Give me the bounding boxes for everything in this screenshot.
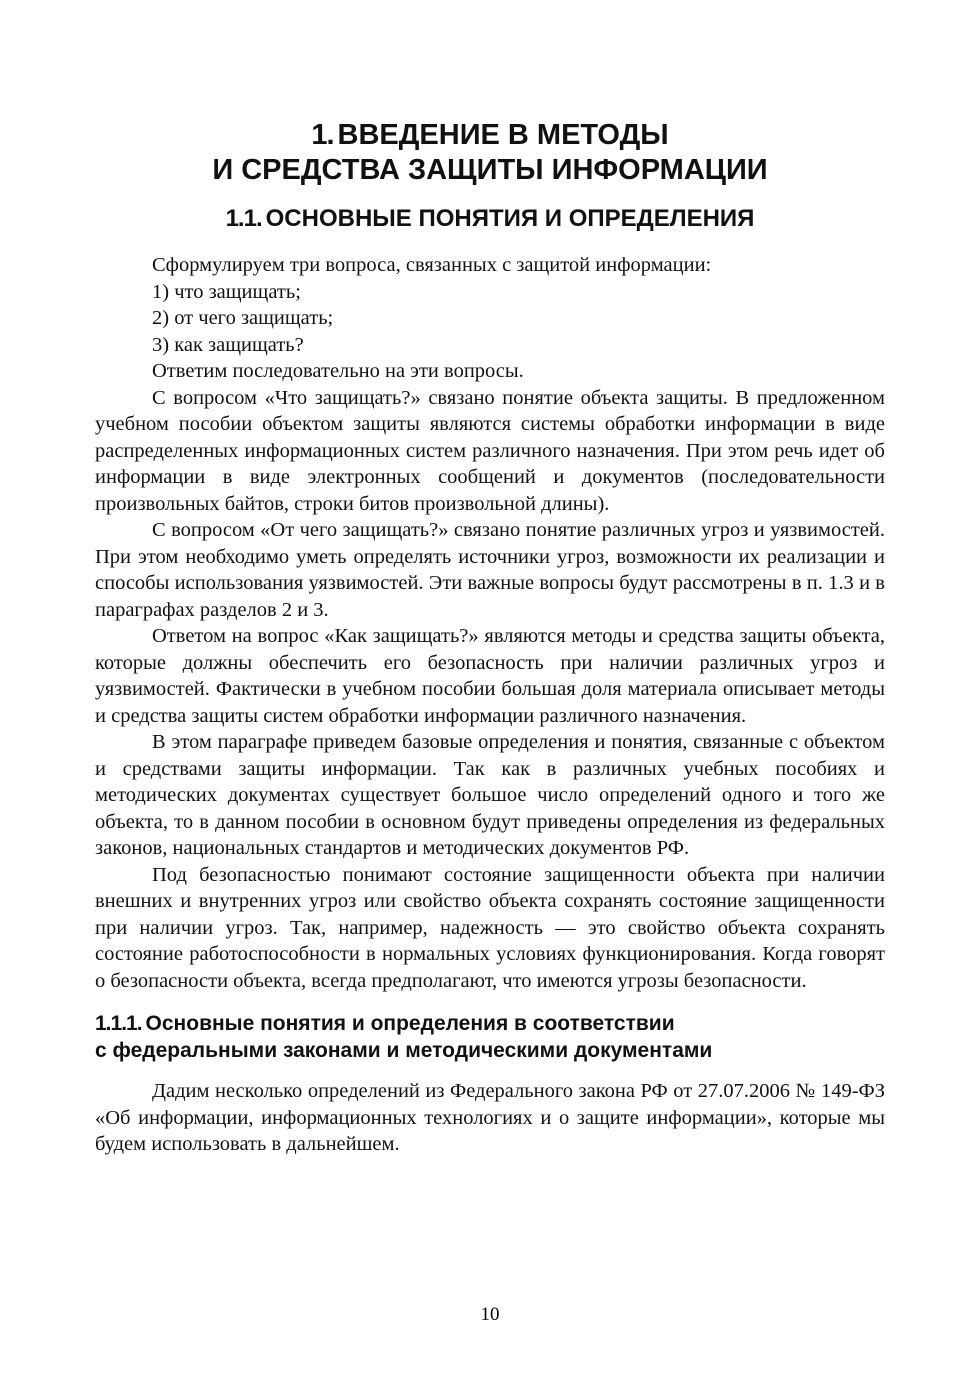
intro-paragraph: Сформулируем три вопроса, связанных с защитой информации: — [152, 254, 712, 276]
section-heading — [95, 204, 885, 234]
page-number: 10 — [480, 1304, 500, 1325]
subsection-title-line1: Основные понятия и определения в соответствии — [145, 1012, 675, 1035]
question-1: 1) что защищать; — [152, 280, 301, 303]
section-number: 1.1. — [225, 205, 262, 232]
chapter-title-line2: И СРЕДСТВА ЗАЩИТЫ ИНФОРМАЦИИ — [212, 154, 768, 186]
paragraph-how-to-protect: Ответом на вопрос «Как защищать?» являются методы и средства защиты объекта, которые должны обеспечить его безопасность при наличии различных угроз и уязвимостей. Фактически в учебном пособии большая доля материала описывает методы и средства защиты систем обработки информации различного назначения. — [95, 625, 885, 727]
question-2: 2) от чего защищать; — [152, 307, 334, 329]
paragraph-answer-intro: Ответим последовательно на эти вопросы. — [152, 360, 524, 382]
subsection-title-line2: с федеральными законами и методическими документами — [95, 1039, 713, 1062]
chapter-title-line1: ВВЕДЕНИЕ В МЕТОДЫ — [337, 119, 669, 151]
subsection-heading — [95, 1010, 885, 1064]
paragraph-threats: С вопросом «От чего защищать?» связано понятие различных угроз и уязвимостей. При этом необходимо уметь определять источники угроз, возможности их реализации и способы использования уязвимостей. Эти важные вопросы будут рассмотрены в п. 1.3 и в параграфах разделов 2 и 3. — [95, 519, 885, 621]
paragraph-definitions: В этом параграфе приведем базовые определения и понятия, связанные с объектом и средствами защиты информации. Так как в различных учебных пособиях и методических документах существует большое число определений одного и того же объекта, то в данном пособии в основном будут приведены определения из федеральных законов, национальных стандартов и методических документов РФ. — [95, 731, 885, 859]
paragraph-what-to-protect: С вопросом «Что защищать?» связано понятие объекта защиты. В предложенном учебном пособии объектом защиты являются системы обработки информации в виде распределенных информационных систем различного назначения. При этом речь идет об информации в виде электронных сообщений и документов (последовательности произвольных байтов, строки битов произвольной длины). — [95, 386, 885, 515]
paragraph-federal-law: Дадим несколько определений из Федерального закона РФ от 27.07.2006 № 149-ФЗ «Об информации, информационных технологиях и о защите информации», которые мы будем использовать в дальнейшем. — [95, 1080, 885, 1155]
chapter-heading — [95, 118, 885, 188]
paragraph-security: Под безопасностью понимают состояние защищенности объекта при наличии внешних и внутренних угроз или свойство объекта сохранять состояние защищенности при наличии угроз. Так, например, надежность — это свойство объекта сохранять состояние работоспособности в нормальных условиях функционирования. Когда говорят о безопасности объекта, всегда предполагают, что имеются угрозы безопасности. — [95, 863, 885, 992]
question-3: 3) как защищать? — [152, 333, 304, 356]
chapter-number: 1. — [311, 119, 334, 151]
subsection-number: 1.1.1. — [95, 1012, 142, 1035]
section-title: ОСНОВНЫЕ ПОНЯТИЯ И ОПРЕДЕЛЕНИЯ — [265, 205, 755, 232]
